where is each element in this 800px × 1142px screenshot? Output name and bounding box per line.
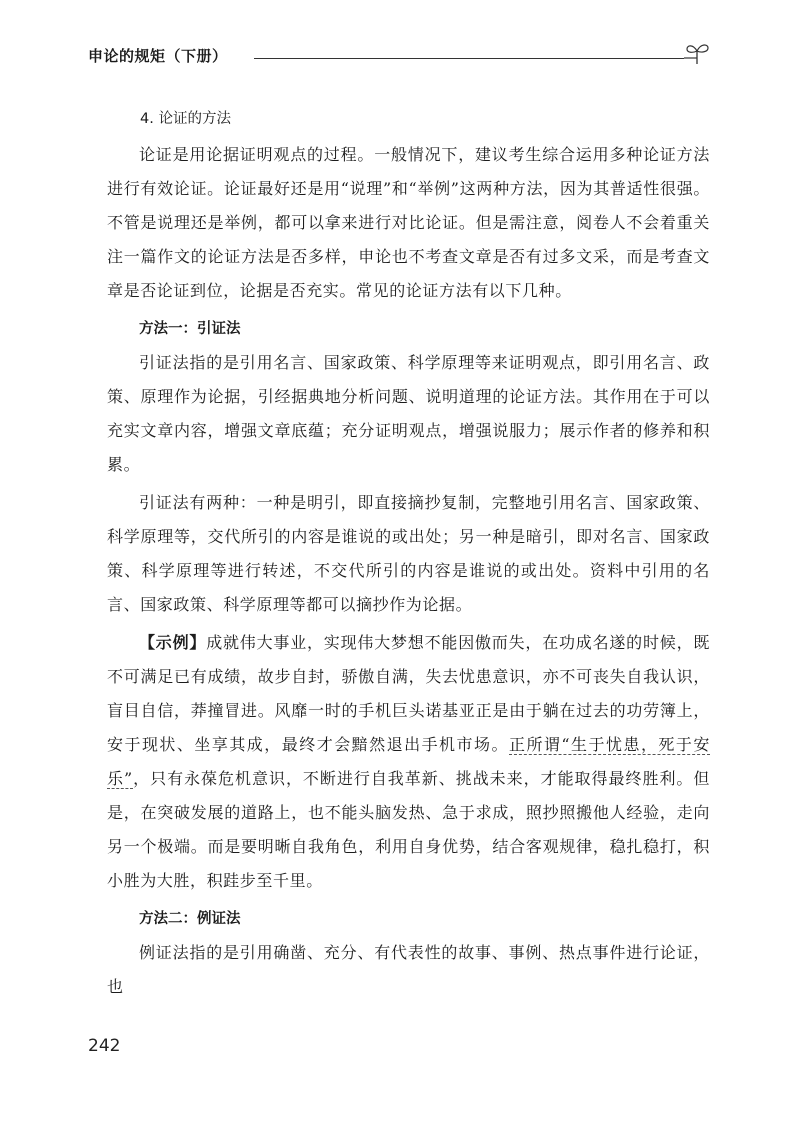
example-tag: 【示例】 [139,633,207,652]
sprout-icon [684,40,710,66]
section-heading: 4. 论证的方法 [140,111,231,127]
method1-paragraph2: 引证法有两种：一种是明引，即直接摘抄复制，完整地引用名言、国家政策、科学原理等，交代所引的内容是谁说的或出处；另一种是暗引，即对名言、国家政策、科学原理等进行转述，不交代所引的内容是谁说的或出处。资料中引用的名言、国家政策、科学原理等都可以摘抄作为论据。 [107,493,710,614]
example-paragraph [107,626,710,898]
page-body [107,102,710,1008]
example-text-part2: ，只有永葆危机意识，不断进行自我革新、挑战未来，才能取得最终胜利。但是，在突破发展的道路上，也不能头脑发热、急于求成，照抄照搬他人经验，走向另一个极端。而是要明晰自我角色，利用自身优势，结合客观规律，稳扎稳打，积小胜为大胜，积跬步至千里。 [107,769,710,890]
method1-paragraph1: 引证法指的是引用名言、国家政策、科学原理等来证明观点，即引用名言、政策、原理作为论据，引经据典地分析问题、说明道理的论证方法。其作用在于可以充实文章内容，增强文章底蕴；充分证明观点，增强说服力；展示作者的修养和积累。 [107,353,710,474]
running-title: 申论的规矩（下册） [88,47,228,65]
page-header [88,40,708,70]
method2-paragraph1: 例证法指的是引用确凿、充分、有代表性的故事、事例、热点事件进行论证，也 [107,943,710,996]
header-rule [254,58,684,59]
example-quote: 正所谓“生于忧患，死于安乐” [107,735,710,788]
example-text-part1: 成就伟大事业，实现伟大梦想不能因傲而失，在功成名遂的时候，既不可满足已有成绩，故步自封，骄傲自满，失去忧患意识，亦不可丧失自我认识，盲目自信，莽撞冒进。风靡一时的手机巨头诺基亚正是由于躺在过去的功劳簿上，安于现状、坐享其成，最终才会黯然退出手机市场。 [107,633,710,754]
method2-heading: 方法二：例证法 [139,911,241,927]
method1-heading: 方法一：引证法 [139,321,241,337]
page-number: 242 [88,1036,121,1056]
intro-paragraph: 论证是用论据证明观点的过程。一般情况下，建议考生综合运用多种论证方法进行有效论证。论证最好还是用“说理”和“举例”这两种方法，因为其普适性很强。不管是说理还是举例，都可以拿来进行对比论证。但是需注意，阅卷人不会着重关注一篇作文的论证方法是否多样，申论也不考查文章是否有过多文采，而是考查文章是否论证到位，论据是否充实。常见的论证方法有以下几种。 [107,145,710,300]
